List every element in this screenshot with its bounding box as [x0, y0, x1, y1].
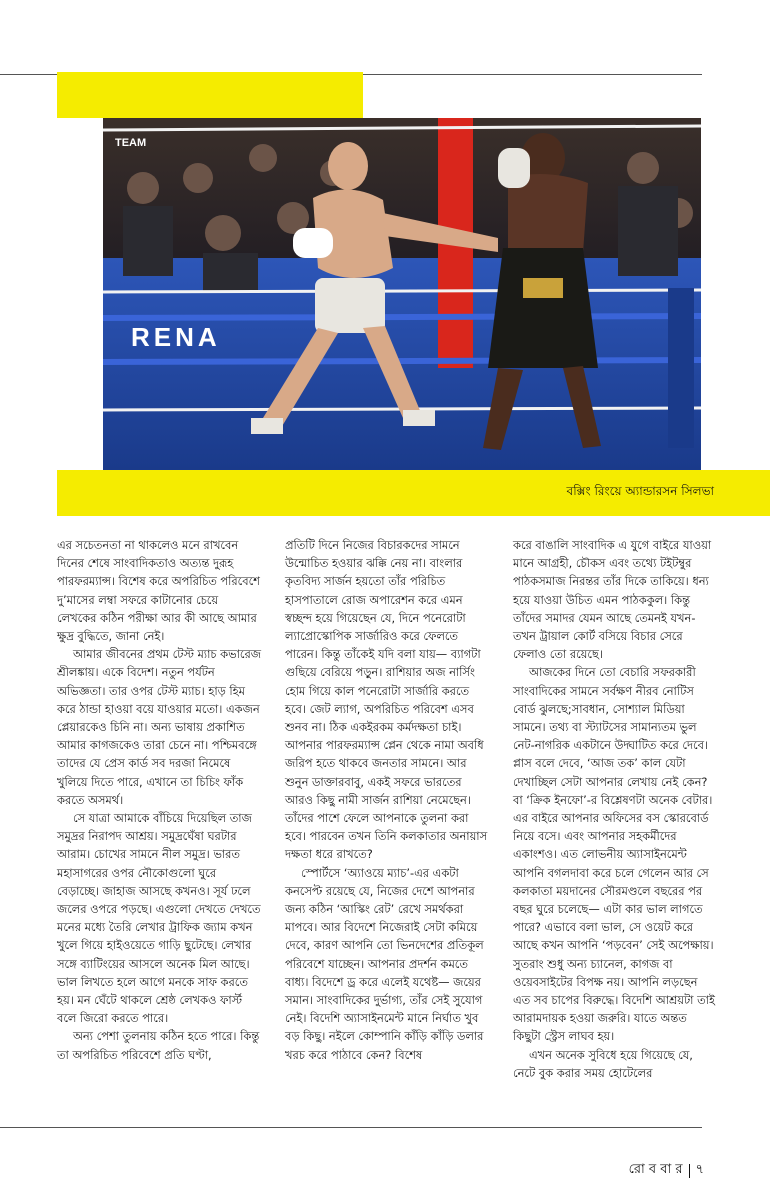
article-paragraph: স্পোর্টসে ‘অ্যাওয়ে ম্যাচ’-এর একটা কনসেপ্ট রয়েছে যে, নিজের দেশে আপনার জন্য কঠিন ‘আস্কিং রেট’ রেখে সমর্থকরা মাপবে। আর বিদেশে নিজেরাই সেটা কমিয়ে দেবে, কারণ আপনি তো ভিনদেশের প্রতিকূল পরিবেশে যাচ্ছেন। আপনার প্রদর্শন কমতে বাধ্য। বিদেশে ড্র করে এলেই যথেষ্ট— জয়ের সমান। সাংবাদিকের দুর্ভাগ্য, তাঁর সেই সুযোগ নেই। বিদেশি অ্যাসাইনমেন্ট মানে নির্ঘাত খুব বড় কিছু। নইলে কোম্পানি কাঁড়ি কাঁড়ি ডলার খরচ করে পাঠাবে কেন? বিশেষ	[285, 865, 484, 1062]
photo-banner-text: RENA	[131, 322, 221, 352]
section-label: রো ব বা র	[628, 1162, 683, 1177]
footer-separator	[689, 1164, 690, 1178]
bottom-rule	[0, 1127, 702, 1128]
yellow-accent-block	[57, 72, 363, 118]
article-paragraph: এর সচেতনতা না থাকলেও মনে রাখবেন দিনের শেষে সাংবাদিকতাও অত্যন্ত দুরূহ পারফরম্যান্স। বিশেষ করে অপরিচিত পরিবেশে দু’মাসের লম্বা সফরে কাটানোর চেয়ে লেখকের কঠিন পরীক্ষা আর কী আছে আমার ক্ষুদ্র বুদ্ধিতে, জানা নেই।	[57, 538, 260, 644]
photo-caption: বক্সিং রিংয়ে অ্যান্ডারসন সিলভা	[566, 484, 714, 498]
article-paragraph: আমার জীবনের প্রথম টেস্ট ম্যাচ কভারেজ শ্রীলঙ্কায়। একে বিদেশ। নতুন পর্যটন অভিজ্ঞতা। তার ওপর টেস্ট ম্যাচ। হাড় হিম করে ঠান্ডা হাওয়া বয়ে যাওয়ার মতো। একজন প্লেয়ারকেও চিনি না। অন্য ভাষায় প্রকাশিত আমার কাগজকেও তারা চেনে না। পশ্চিমবঙ্গে তাদের যে প্রেস কার্ড সব দরজা নিমেষে খুলিয়ে দিতে পারে, এখানে তা চিচিং ফাঁক করতে অসমর্থ।	[57, 647, 261, 807]
article-column-3	[513, 536, 717, 1082]
article-column-2	[285, 536, 489, 1082]
page-footer	[629, 1160, 704, 1181]
photo-corner-text: TEAM	[115, 137, 147, 149]
article-paragraph: অন্য পেশা তুলনায় কঠিন হতে পারে। কিন্তু তা অপরিচিত পরিবেশে প্রতি ঘণ্টা,	[57, 1029, 260, 1062]
photo-caption-bar	[57, 470, 770, 516]
page-number: ৭	[695, 1162, 704, 1177]
article-paragraph: আজকের দিনে তো বেচারি সফরকারী সাংবাদিকের সামনে সর্বক্ষণ নীরব নোটিস বোর্ড ঝুলছে;সাবধান, সোশ্যাল মিডিয়া সামনে। তথ্য বা স্ট্যাটসের সামান্যতম ভুল নেট-নাগরিক একটানে উদ্ঘাটিত করে দেবে। প্লাস বলে দেবে, ‘আজ তক’ কাল যেটা দেখাচ্ছিল সেটা আপনার লেখায় নেই কেন? বা ‘ক্রিক ইনফো’-র বিশ্লেষণটা অনেক বেটার। এর বাইরে আপনার অফিসের বস স্কোরবোর্ড নিয়ে বসে। এবং আপনার সহকর্মীদের একাংশও। এত লোভনীয় অ্যাসাইনমেন্ট আপনি বগলদাবা করে চলে গেলেন আর সে কলকাতা ময়দানের সৌরমণ্ডলে বছরের পর বছর ঘুরে চলেছে— এটা কার ভাল লাগতে পারে? এভাবে বলা ভাল, সে ওয়েট করে আছে কখন আপনি ‘পড়বেন’ সেই অপেক্ষায়। সুতরাং শুধু অন্য চ্যানেল, কাগজ বা ওয়েবসাইটের বিপক্ষ নয়। আপনি লড়ছেন এত সব চাপের বিরুদ্ধে। বিদেশি আশ্রয়টা তাই আরামদায়ক হওয়া জরুরি। যাতে অন্তত কিছুটা স্ট্রেস লাঘব হয়।	[513, 665, 715, 1044]
article-paragraph: এখন অনেক সুবিধে হয়ে গিয়েছে যে, নেটে বুক করার সময় হোটেলের	[513, 1047, 693, 1080]
article-column-1	[57, 536, 261, 1082]
article-paragraph: সে যাত্রা আমাকে বাঁচিয়ে দিয়েছিল তাজ সমুদ্রর নিরাপদ আশ্রয়। সমুদ্রঘেঁষা ঘরটার আরাম। চোখের সামনে নীল সমুদ্র। ভারত মহাসাগরের ওপর নৌকোগুলো ঘুরে বেড়াচ্ছে। জাহাজ আসছে কখনও। সূর্য ঢলে জলের ওপরে পড়ছে। এগুলো দেখতে দেখতে মনের মধ্যে তৈরি লেখার ট্রাফিক জ্যাম কখন খুলে গিয়ে হাইওয়েতে গাড়ি ছুটেছে। লেখার সঙ্গে ব্যাটিংয়ের আসলে অনেক মিল আছে। ভাল লিখতে হলে আগে মনকে সাফ করতে হয়। মন ঘেঁটে থাকলে শ্রেষ্ঠ লেখকও ফার্স্ট বলে জিরো করতে পারে।	[57, 811, 261, 1026]
article-columns	[57, 536, 717, 1082]
article-paragraph: করে বাঙালি সাংবাদিক এ যুগে বাইরে যাওয়া মানে আগ্রহী, চৌকস এবং তথ্যে টইটম্বুর পাঠকসমাজ নিরন্তর তাঁর দিকে তাকিয়ে। ধন্য হয়ে যাওয়া উচিত এমন পাঠককুল। কিন্তু তাঁদের সমাদর যেমন আছে তেমনই যখন-তখন ট্রায়াল কোর্ট বসিয়ে বিচার সেরে ফেলাও তো রয়েছে।	[513, 538, 712, 662]
boxing-photo-icon	[103, 118, 701, 470]
article-paragraph: প্রতিটি দিনে নিজের বিচারকদের সামনে উন্মোচিত হওয়ার ঝক্কি নেয় না। বাংলার কৃতবিদ্য সার্জন হয়তো তাঁর পরিচিত হাসপাতালে রোজ অপারেশন করে এমন স্বচ্ছন্দ হয়ে গিয়েছেন যে, দিনে পনেরোটা ল্যাপ্রোস্কোপিক সার্জারিও করে ফেলতে পারেন। কিন্তু তাঁকেই যদি বলা যায়— ব্যাগটা গুছিয়ে বেরিয়ে পড়ুন। রাশিয়ার অজ নার্সিং হোম গিয়ে কাল পনেরোটা সার্জারি করতে হবে। জেট ল্যাগ, অপরিচিত পরিবেশ এসব শুনব না। ঠিক একইরকম কর্মদক্ষতা চাই। আপনার পারফরম্যান্স প্লেন থেকে নামা অবধি জরিপ হতে থাকবে জনতার সামনে। আর শুনুন ডাক্তারবাবু, একই সফরে ভারতের আরও কিছু নামী সার্জন রাশিয়া নেমেছেন। তাঁদের পাশে ফেলে আপনাকে তুলনা করা হবে। পারবেন তখন তিনি কলকাতার অনায়াস দক্ষতা ধরে রাখতে?	[285, 538, 488, 862]
boxing-photo	[103, 118, 701, 470]
